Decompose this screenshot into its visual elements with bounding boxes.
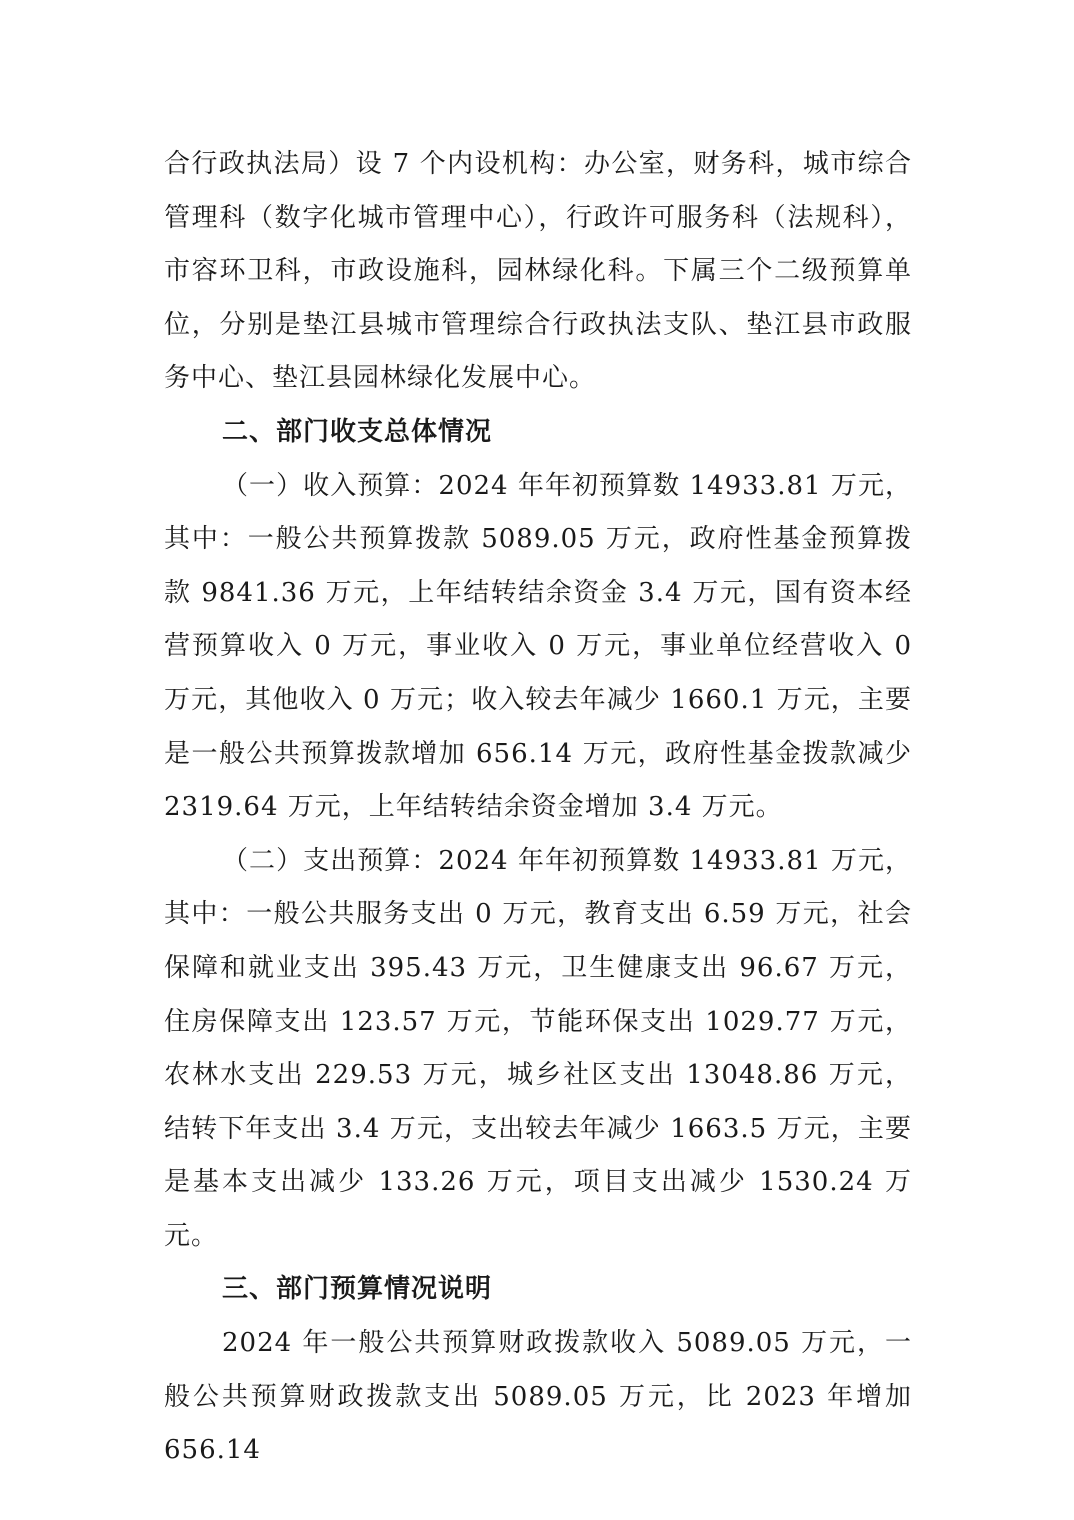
paragraph-general-public-budget: 2024 年一般公共预算财政拨款收入 5089.05 万元，一般公共预算财政拨款支出 5089.05 万元，比 2023 年增加 656.14 [164, 1328, 912, 1466]
paragraph-expenditure-budget: （二）支出预算：2024 年年初预算数 14933.81 万元，其中：一般公共服务支出 0 万元，教育支出 6.59 万元，社会保障和就业支出 395.43 万元，卫生健康支出 96.67 万元，住房保障支出 123.57 万元，节能环保支出 1029.77 万元，农林水支出 229.53 万元，城乡社区支出 13048.86 万元，结转下年支出 3.4 万元，支出较去年减少 1663.5 万元，主要是基本支出减少 133.26 万元，项目支出减少 1530.24 万元。 [164, 845, 912, 1251]
section-heading-income-expenditure-overview: 二、部门收支总体情况 [222, 416, 493, 447]
paragraph-department-structure: 合行政执法局）设 7 个内设机构：办公室，财务科，城市综合管理科（数字化城市管理中心），行政许可服务科（法规科），市容环卫科，市政设施科，园林绿化科。下属三个二级预算单位，分别是垫江县城市管理综合行政执法支队、垫江县市政服务中心、垫江县园林绿化发展中心。 [164, 149, 912, 394]
paragraph-income-budget: （一）收入预算：2024 年年初预算数 14933.81 万元，其中：一般公共预算拨款 5089.05 万元，政府性基金预算拨款 9841.36 万元，上年结转结余资金 3.4 万元，国有资本经营预算收入 0 万元，事业收入 0 万元，事业单位经营收入 0 万元，其他收入 0 万元；收入较去年减少 1660.1 万元，主要是一般公共预算拨款增加 656.14 万元，政府性基金拨款减少 2319.64 万元，上年结转结余资金增加 3.4 万元。 [164, 470, 912, 823]
section-heading-budget-explanation: 三、部门预算情况说明 [222, 1274, 493, 1305]
document-body [164, 138, 912, 1478]
